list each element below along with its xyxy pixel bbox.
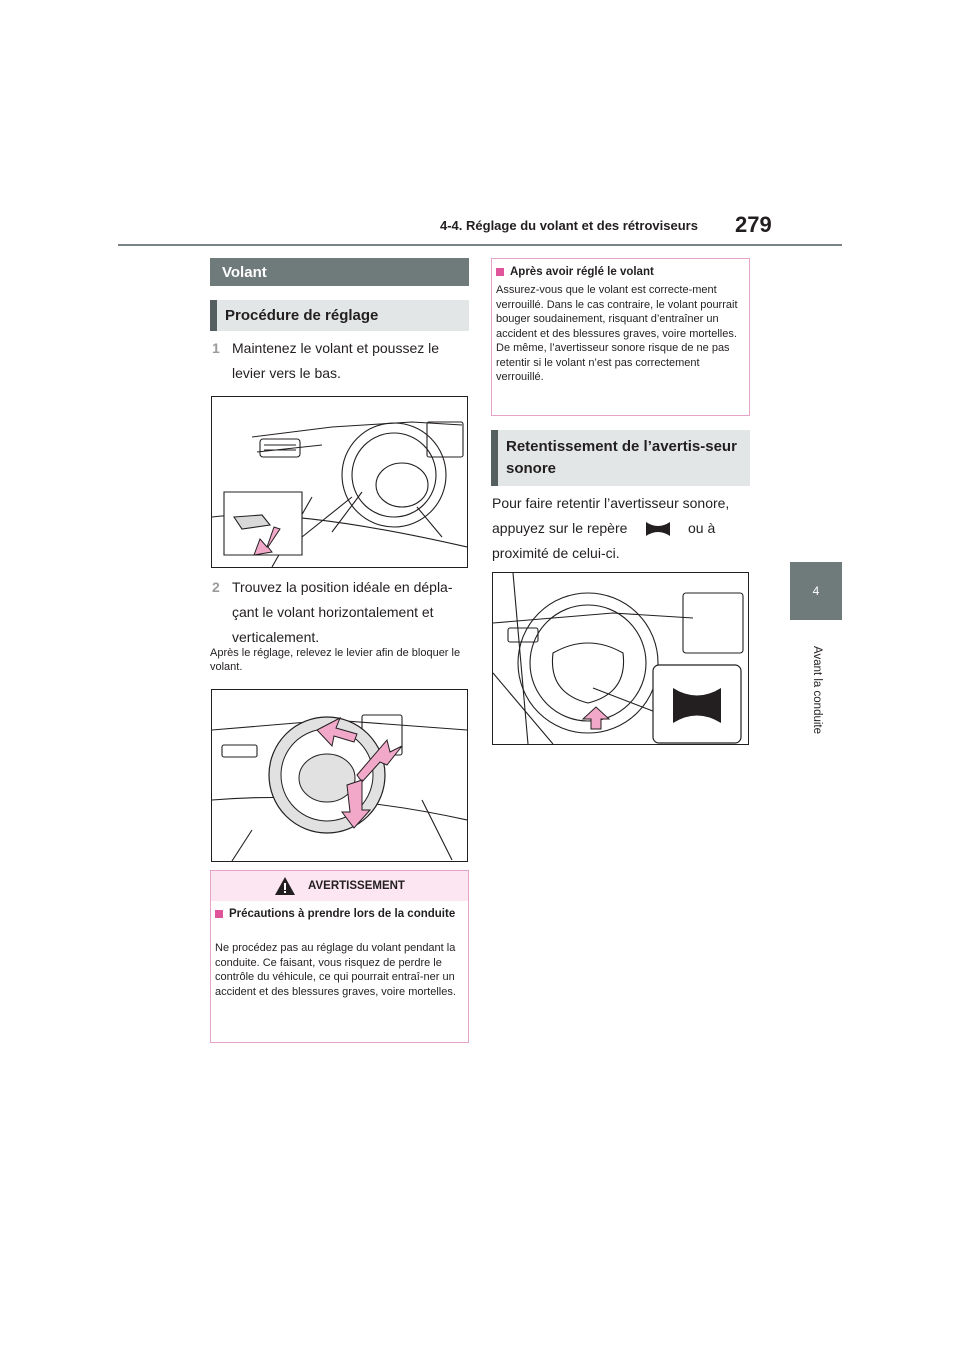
- horn-text-line-1: Pour faire retentir l’avertisseur sonore,: [492, 495, 730, 511]
- warning-icon: [274, 876, 296, 896]
- bullet-square: [215, 910, 223, 918]
- steering-adjust-illustration: [211, 689, 468, 862]
- warning-box: [210, 870, 469, 1043]
- caution-heading: [496, 265, 746, 279]
- chapter-title: Avant la conduite: [811, 645, 823, 735]
- adjustment-note: Après le réglage, relevez le levier afin de bloquer le volant.: [210, 647, 461, 673]
- horn-subsection-title: Retentissement de l’avertis-seur sonore: [491, 430, 750, 486]
- chapter-tab: 4: [790, 562, 842, 620]
- horn-text-line-2b: ou à: [688, 520, 716, 536]
- step-text: Trouvez la position idéale en dépla-çant le volant horizontalement et verticalement.: [232, 579, 453, 645]
- step-text: Maintenez le volant et poussez le levier vers le bas.: [232, 340, 440, 381]
- warning-heading: [215, 907, 465, 921]
- warning-header: [211, 871, 468, 901]
- horn-text-line-3: proximité de celui-ci.: [492, 545, 620, 561]
- warning-heading-text: Précautions à prendre lors de la conduite: [229, 908, 456, 920]
- lever-diagram: [212, 397, 467, 567]
- warning-body: Ne procédez pas au réglage du volant pendant la conduite. Ce faisant, vous risquez de perdre le contrôle du véhicule, ce qui pourrait entraî-ner un accident et des blessures graves, voire mortelles.: [215, 942, 456, 998]
- header-divider: [118, 244, 842, 246]
- steering-lever-illustration: [211, 396, 468, 568]
- warning-title: AVERTISSEMENT: [308, 880, 405, 892]
- section-header: 4-4. Réglage du volant et des rétroviseurs: [440, 218, 698, 233]
- section-title: Volant: [210, 258, 469, 286]
- caution-box: [491, 258, 750, 416]
- horn-illustration: [492, 572, 749, 745]
- adjust-diagram: [212, 690, 467, 861]
- caution-heading-text: Après avoir réglé le volant: [510, 266, 654, 278]
- subsection-title: Procédure de réglage: [210, 300, 469, 331]
- caution-body: Assurez-vous que le volant est correcte-ment verrouillé. Dans le cas contraire, le volant pourrait bouger soudainement, risquant d’entraîner un accident et des blessures graves, voire mortelles. De même, l’avertisseur sonore risque de ne pas retentir si le volant n’est pas correctement verrouillé.: [496, 284, 738, 383]
- page-number: 279: [735, 212, 772, 237]
- horn-text-line-2a: appuyez sur le repère: [492, 520, 628, 536]
- horn-diagram: [493, 573, 748, 744]
- horn-icon: [644, 518, 672, 540]
- step-number: 1: [212, 340, 220, 356]
- step-number: 2: [212, 579, 220, 595]
- bullet-square: [496, 268, 504, 276]
